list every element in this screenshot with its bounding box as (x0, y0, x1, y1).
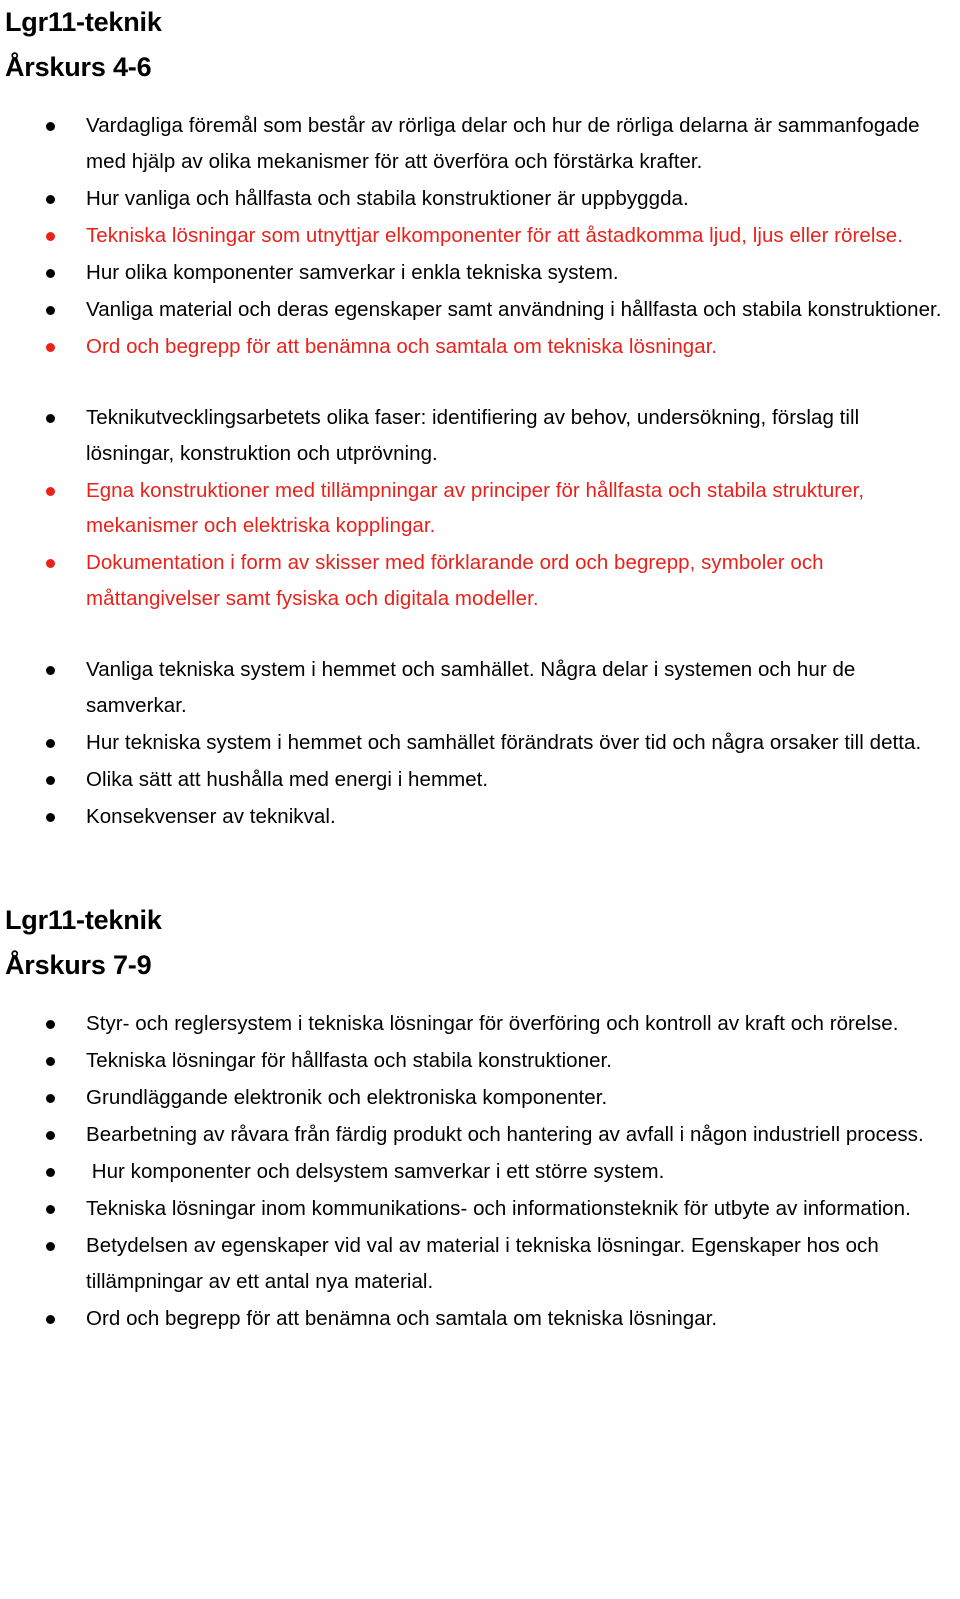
list-item (0, 473, 960, 544)
bullet-icon (46, 559, 55, 568)
list-item-text: Vanliga tekniska system i hemmet och samhället. Några delar i systemen och hur de samverkar. (86, 658, 856, 717)
list-item-text: Teknikutvecklingsarbetets olika faser: identifiering av behov, undersökning, förslag till lösningar, konstruktion och utprövning. (86, 406, 860, 465)
section-title: Lgr11-teknik (5, 7, 162, 37)
bullet-icon (46, 666, 55, 675)
bullet-icon (46, 269, 55, 278)
list-item (0, 255, 960, 291)
bullet-icon (46, 1205, 55, 1214)
list-item-text: Tekniska lösningar som utnyttjar elkomponenter för att åstadkomma ljud, ljus eller rörelse. (86, 223, 903, 247)
section-subtitle: Årskurs 4-6 (5, 52, 152, 82)
list-item (0, 1080, 960, 1116)
bullet-icon (46, 414, 55, 423)
list-item (0, 181, 960, 217)
list-item-text: Vanliga material och deras egenskaper samt användning i hållfasta och stabila konstruktioner. (86, 297, 942, 321)
bullet-icon (46, 813, 55, 822)
list-item (0, 1228, 960, 1299)
list-item (0, 218, 960, 254)
content-list (0, 1006, 960, 1336)
list-item-text: Betydelsen av egenskaper vid val av material i tekniska lösningar. Egenskaper hos och tillämpningar av ett antal nya material. (86, 1234, 879, 1293)
list-item-text: Ord och begrepp för att benämna och samtala om tekniska lösningar. (86, 334, 718, 358)
bullet-icon (46, 1094, 55, 1103)
list-item (0, 400, 960, 471)
bullet-icon (46, 122, 55, 131)
list-item (0, 799, 960, 835)
list-item (0, 1043, 960, 1079)
bullet-icon (46, 1057, 55, 1066)
list-item (0, 329, 960, 365)
list-item (0, 108, 960, 179)
list-item-text: Hur olika komponenter samverkar i enkla tekniska system. (86, 260, 619, 284)
list-item (0, 1006, 960, 1042)
section-arskurs-7-9 (0, 898, 960, 1336)
list-item (0, 1117, 960, 1153)
list-item (0, 292, 960, 328)
section-subtitle: Årskurs 7-9 (5, 950, 152, 980)
list-item-text: Olika sätt att hushålla med energi i hemmet. (86, 767, 489, 791)
bullet-icon (46, 739, 55, 748)
list-item (0, 1191, 960, 1227)
list-item-text: Ord och begrepp för att benämna och samtala om tekniska lösningar. (86, 1306, 718, 1330)
list-item-text: Dokumentation i form av skisser med förklarande ord och begrepp, symboler och måttangivelser samt fysiska och digitala modeller. (86, 551, 824, 610)
content-list (0, 108, 960, 834)
bullet-icon (46, 195, 55, 204)
bullet-icon (46, 487, 55, 496)
list-item-text: Vardagliga föremål som består av rörliga delar och hur de rörliga delarna är sammanfogade med hjälp av olika mekanismer för att överföra och förstärka krafter. (86, 114, 920, 173)
list-item (0, 1301, 960, 1337)
bullet-icon (46, 1168, 55, 1177)
list-item-text: Bearbetning av råvara från färdig produkt och hantering av avfall i någon industriell process. (86, 1123, 924, 1146)
bullet-icon (46, 1020, 55, 1029)
list-item-text: Grundläggande elektronik och elektroniska komponenter. (86, 1086, 608, 1109)
bullet-icon (46, 776, 55, 785)
list-item (0, 762, 960, 798)
list-item-text: Styr- och reglersystem i tekniska lösningar för överföring och kontroll av kraft och rörelse. (86, 1012, 899, 1035)
list-item-text: Hur tekniska system i hemmet och samhället förändrats över tid och några orsaker till detta. (86, 730, 922, 754)
list-item (0, 545, 960, 616)
list-item-text: Tekniska lösningar för hållfasta och stabila konstruktioner. (86, 1049, 613, 1072)
list-item (0, 1154, 960, 1190)
list-item-text: Hur komponenter och delsystem samverkar i ett större system. (86, 1160, 665, 1183)
list-item-text: Konsekvenser av teknikval. (86, 804, 336, 828)
section-title: Lgr11-teknik (5, 905, 162, 935)
bullet-icon (46, 1315, 55, 1324)
list-item (0, 725, 960, 761)
list-item (0, 652, 960, 723)
list-item-text: Tekniska lösningar inom kommunikations- och informationsteknik för utbyte av information. (86, 1197, 911, 1220)
bullet-icon (46, 1131, 55, 1140)
list-item-text: Egna konstruktioner med tillämpningar av principer för hållfasta och stabila strukturer, mekanismer och elektriska kopplingar. (86, 478, 865, 537)
list-item-text: Hur vanliga och hållfasta och stabila konstruktioner är uppbyggda. (86, 186, 689, 210)
bullet-icon (46, 306, 55, 315)
bullet-icon (46, 232, 55, 241)
bullet-icon (46, 343, 55, 352)
bullet-icon (46, 1242, 55, 1251)
